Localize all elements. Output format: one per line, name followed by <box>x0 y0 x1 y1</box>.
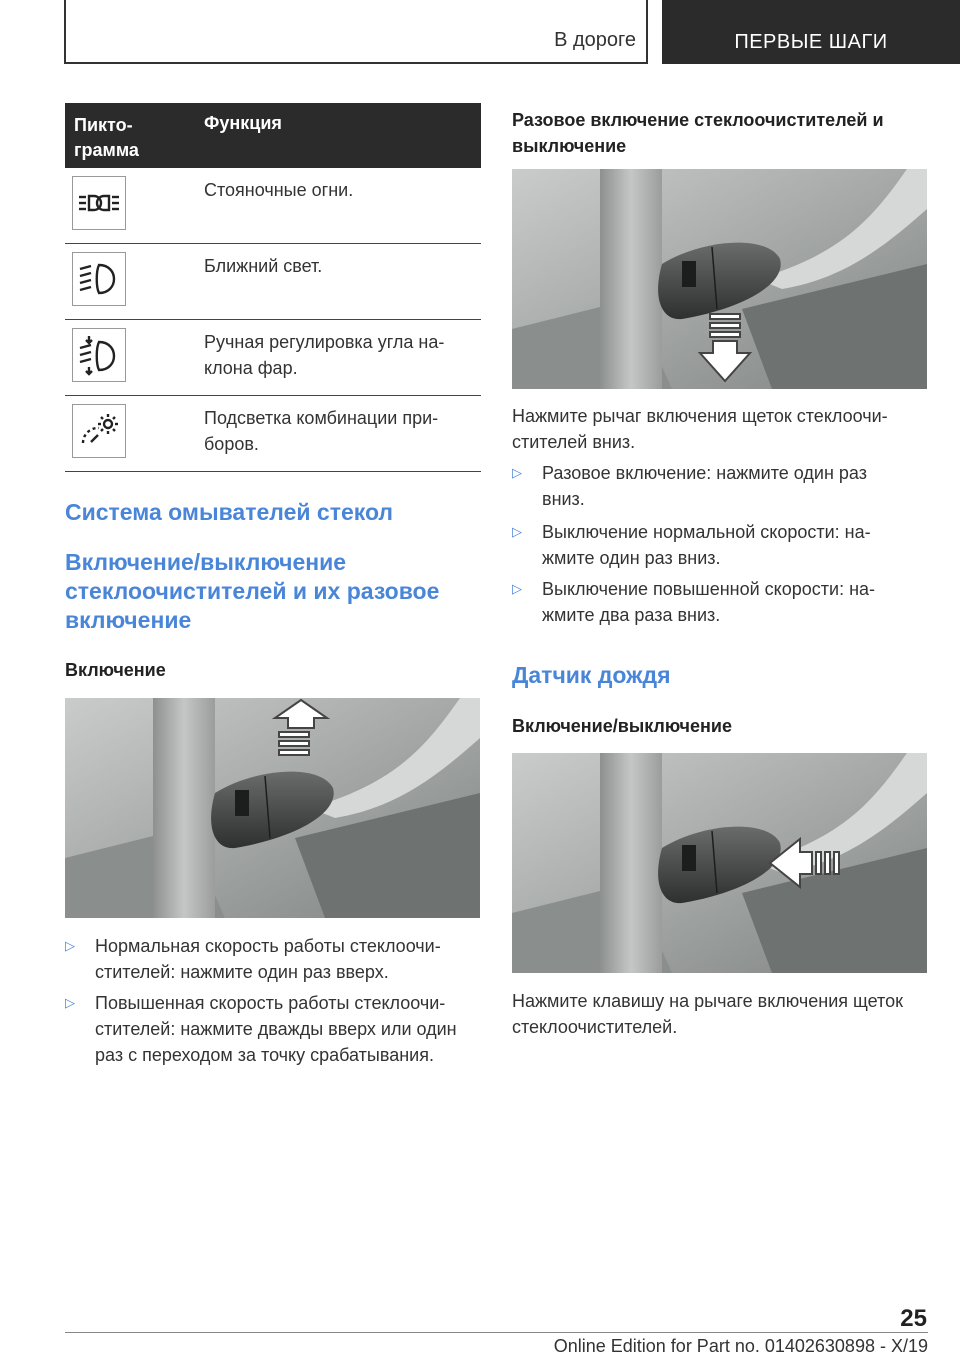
chapter-tab[interactable] <box>64 0 648 64</box>
section-title: Система омывателей стекол <box>65 499 394 525</box>
single-wipe-heading: Разовое включение стеклоочистителей и выключение <box>512 110 884 156</box>
section-tab-label: ПЕРВЫЕ ШАГИ <box>734 31 888 53</box>
wiper-lever-up-image <box>65 698 480 918</box>
intro-text: Нажмите рычаг включения щеток стеклоочи- стителей вниз. <box>512 406 888 452</box>
rain-sensor-title: Датчик дождя <box>512 662 671 688</box>
table-cell-function: Ручная регулировка угла на- клона фар. <box>204 332 445 378</box>
table-row <box>65 320 481 396</box>
page-number: 25 <box>900 1305 927 1332</box>
list-item-text: Выключение нормальной скорости: на- жмите один раз вниз. <box>542 522 871 568</box>
rain-sensor-text: Нажмите клавишу на рычаге включения щеток стеклоочистителей. <box>512 991 903 1037</box>
triangle-bullet-icon: ▷ <box>512 524 522 539</box>
table-header-function: Функция <box>204 113 282 133</box>
subsection-title: Включение/выключение стеклоочистителей и их разовое включение <box>65 549 440 633</box>
table-cell-function: Стояночные огни. <box>204 180 354 200</box>
list-item-text: Нормальная скорость работы стеклоочи- стителей: нажмите один раз вверх. <box>95 936 441 982</box>
table-header-pictogram: Пикто- грамма <box>74 115 139 160</box>
footer-divider <box>65 1332 928 1333</box>
sub-heading: Включение <box>65 660 166 680</box>
triangle-bullet-icon: ▷ <box>512 581 522 596</box>
triangle-bullet-icon: ▷ <box>65 938 75 953</box>
section-tab[interactable] <box>662 0 960 64</box>
footer-edition: Online Edition for Part no. 01402630898 - X/19 <box>553 1336 928 1356</box>
pictogram-table <box>65 103 481 472</box>
wiper-lever-down-image <box>512 169 927 389</box>
list-item-text: Повышенная скорость работы стеклоочи- стителей: нажмите дважды вверх или один раз с переходом за точку срабатывания. <box>95 993 457 1065</box>
table-cell-function: Подсветка комбинации при- боров. <box>204 408 439 454</box>
table-row <box>65 244 481 320</box>
table-row <box>65 168 481 244</box>
parking-lights-icon <box>72 176 126 230</box>
table-row <box>65 396 481 472</box>
table-cell-function: Ближний свет. <box>204 256 323 276</box>
rain-sensor-sub-heading: Включение/выключение <box>512 716 732 736</box>
low-beam-icon <box>72 252 126 306</box>
headlight-range-icon <box>72 328 126 382</box>
instrument-lighting-icon <box>72 404 126 458</box>
triangle-bullet-icon: ▷ <box>512 465 522 480</box>
triangle-bullet-icon: ▷ <box>65 995 75 1010</box>
wiper-button-press-image <box>512 753 927 973</box>
list-item-text: Разовое включение: нажмите один раз вниз. <box>542 463 867 509</box>
chapter-tab-label: В дороге <box>554 29 636 51</box>
table-header <box>65 103 481 168</box>
list-item-text: Выключение повышенной скорости: на- жмите два раза вниз. <box>542 579 876 625</box>
